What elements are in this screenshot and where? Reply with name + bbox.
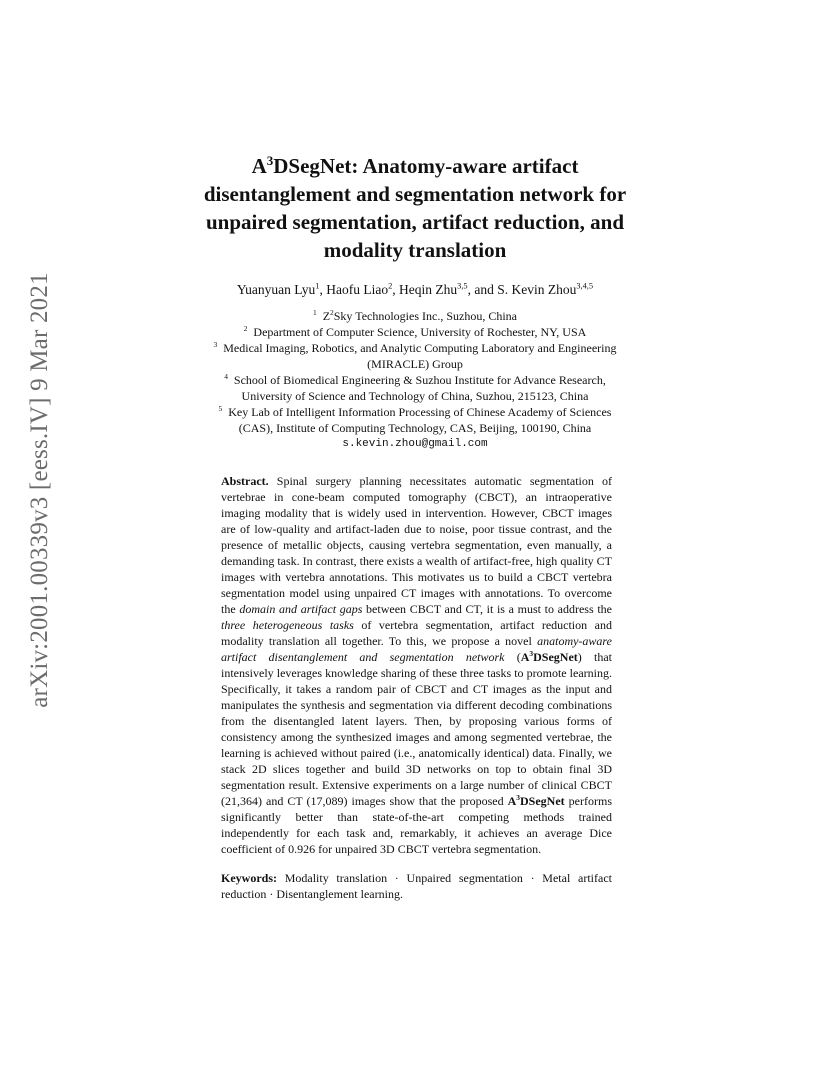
affiliation-4: $^4$ School of Biomedical Engineering & Suzhou Institute for Advance Research, xyxy=(224,372,606,387)
abstract: Abstract. Spinal surgery planning necessitates automatic segmentation of vertebrae in cone-beam computed tomography (CBCT), an intraoperative imaging modality that is widely used in intervention. However, CBCT images are of low-quality and artifact-laden due to noise, poor tissue contrast, and the presence of metallic objects, causing vertebra segmentation, even manually, a demanding task. In contrast, there exists a wealth of artifact-free, high quality CT images with vertebra annotations. This motivates us to build a CBCT vertebra segmentation model using unpaired CT images with annotations. To overcome the domain and artifact gaps between CBCT and CT, it is a must to address the three heterogeneous tasks of vertebra segmentation, artifact reduction and modality translation all together. To this, we propose a novel anatomy-aware artifact disentanglement and segmentation network $(A^3DSegNet)$ that intensively leverages knowledge sharing of these three tasks to promote learning. Specifically, it takes a random pair of CBCT and CT images as the input and manipulates the synthesis and segmentation via different decoding combinations from the disentangled latent layers. Then, by proposing various forms of consistency among the synthesized images and among segmented vertebrae, the learning is achieved without paired (i.e., anatomically identical) data. Finally, we stack 2D slices together and build 3D networks on top to obtain final 3D segmentation result. Extensive experiments on a large number of clinical CBCT (21,364) and CT (17,089) images show that the proposed $A^3DSegNet$ performs significantly better than state-of-the-art competing methods trained independently for each task and, remarkably, it achieves an average Dice coefficient of 0.926 for unpaired 3D CBCT vertebra segmentation. xyxy=(221,474,613,856)
title-line-1: $A^3DSegNet$: Anatomy-aware artifact xyxy=(251,153,579,178)
contact-email: s.kevin.zhou@gmail.com xyxy=(342,438,488,450)
author: Heqin Zhu$^{3,5}$, and xyxy=(399,281,498,297)
author: Haofu Liao$^2$, xyxy=(326,281,400,297)
title-line-3: unpaired segmentation, artifact reduction, and xyxy=(205,210,625,234)
arxiv-identifier: arXiv:2001.00339v3 [eess.IV] 9 Mar 2021 xyxy=(26,272,53,708)
affiliation-2: $^2$ Department of Computer Science, University of Rochester, NY, USA xyxy=(243,324,587,339)
author-list xyxy=(150,282,680,298)
model-name: $A^3DSegNet$ xyxy=(520,649,578,664)
title-line-4: modality translation xyxy=(323,238,507,262)
author: S. Kevin Zhou$^{3,4,5}$ xyxy=(497,281,594,297)
abstract-label: Abstract. xyxy=(221,474,269,488)
affiliation-5-cont: (CAS), Institute of Computing Technology, CAS, Beijing, 100190, China xyxy=(238,421,592,435)
model-name: $A^3DSegNet$ xyxy=(507,793,565,808)
keywords-text: Modality translation · Unpaired segmentation · Metal artifact reduction · Disentanglement learning. xyxy=(221,871,612,901)
paper-title xyxy=(150,152,680,264)
affiliations xyxy=(150,308,680,452)
keywords-label: Keywords: xyxy=(221,871,277,885)
affiliation-1: $^1$ $Z^2Sky$ Technologies Inc., Suzhou, China xyxy=(312,308,518,323)
affiliation-3-cont: (MIRACLE) Group xyxy=(367,357,463,371)
arxiv-side-stamp xyxy=(22,272,58,708)
affiliation-5: $^5$ Key Lab of Intelligent Information Processing of Chinese Academy of Sciences xyxy=(218,404,612,419)
title-line-2: disentanglement and segmentation network for xyxy=(203,182,627,206)
affiliation-4-cont: University of Science and Technology of China, Suzhou, 215123, China xyxy=(241,389,589,403)
affiliation-3: $^3$ Medical Imaging, Robotics, and Analytic Computing Laboratory and Engineering xyxy=(213,340,617,355)
author: Yuanyuan Lyu$^1$, xyxy=(236,281,327,297)
keywords xyxy=(221,870,612,902)
